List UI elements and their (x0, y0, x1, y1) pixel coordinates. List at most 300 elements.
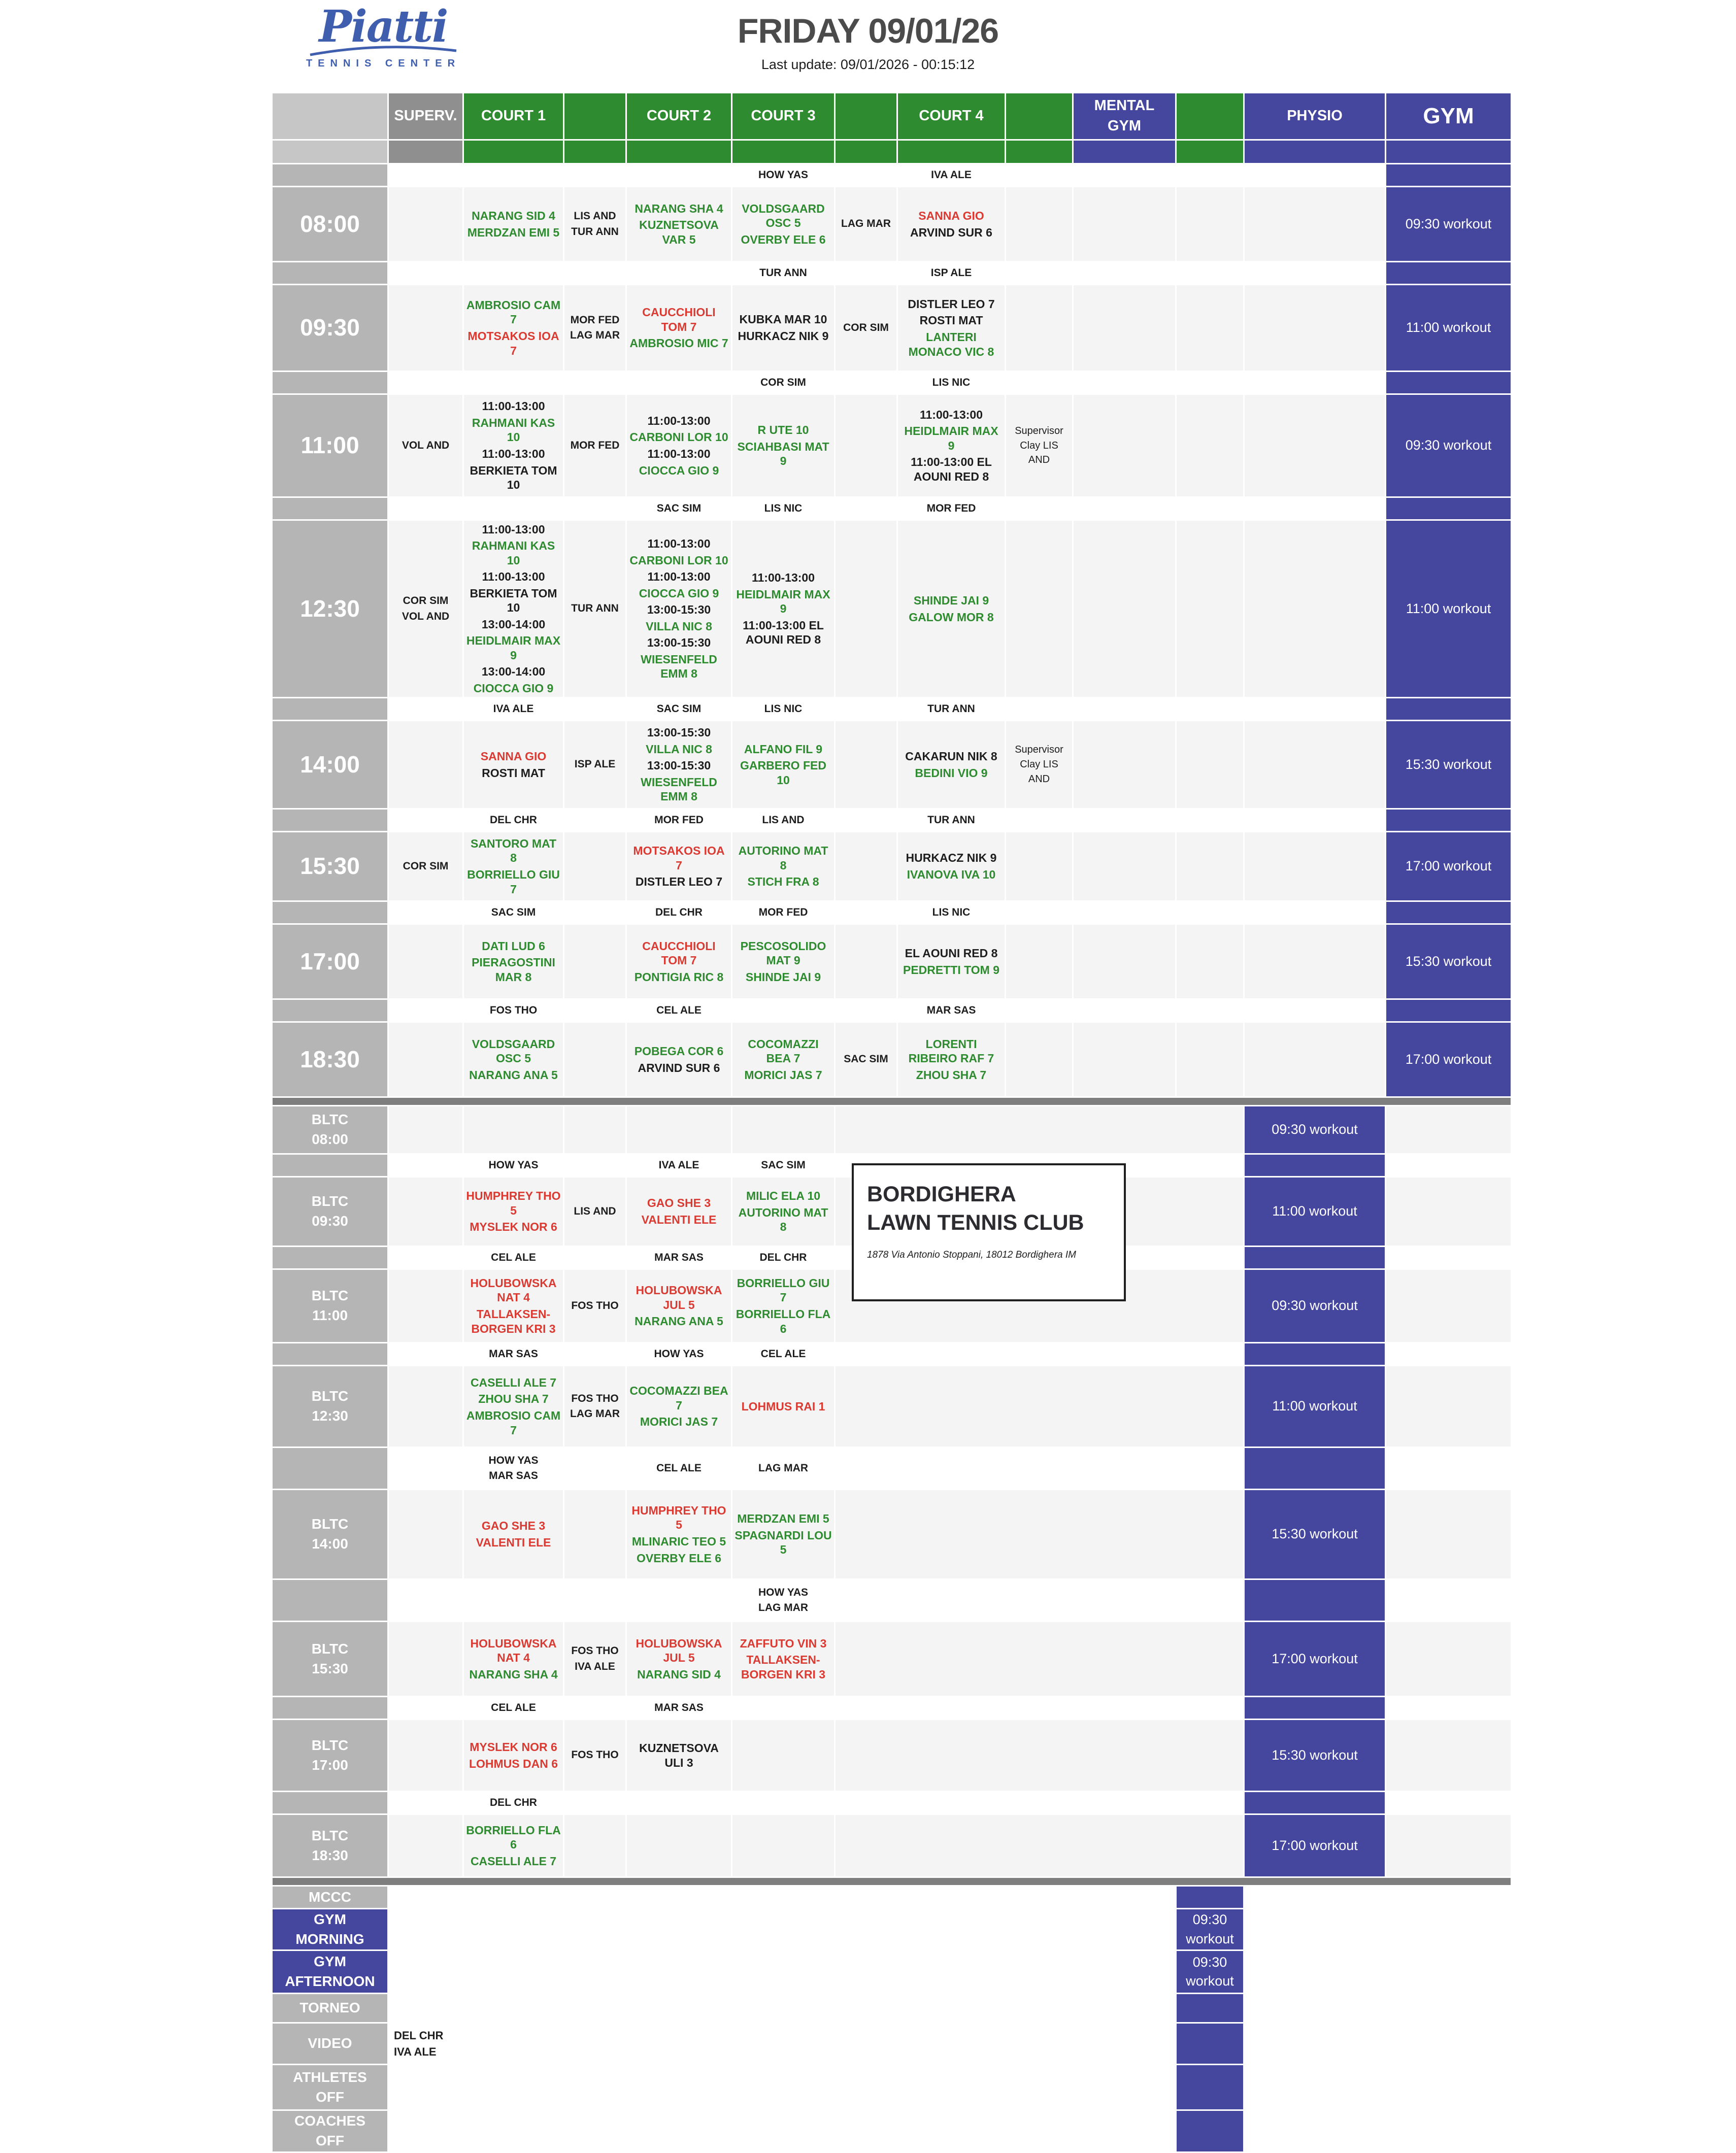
coach-row-1700 (273, 902, 1512, 923)
slot-1230-aux3 (1006, 521, 1072, 697)
entry-text: MOR FED (654, 814, 704, 826)
slot-1700-time (273, 925, 387, 998)
coach-row-0930-court4 (898, 262, 1005, 284)
coach-row-1830-aux2 (836, 1000, 896, 1021)
slot-bltc-1830-court2 (627, 1815, 731, 1876)
slot-bltc-1700-gym (1386, 1720, 1511, 1791)
slot-1700-court2 (627, 925, 731, 998)
slot-1830-aux2 (836, 1023, 896, 1096)
slot-bltc-1230-court1 (464, 1366, 563, 1446)
entry-text: MYSLEK NOR 6 (470, 1740, 557, 1754)
coach-row-0800-aux2 (836, 164, 896, 186)
coach-row-1400-court3 (732, 698, 834, 720)
entry-text: VILLA NIC 8 (646, 619, 712, 633)
slot-1700-court3 (732, 925, 834, 998)
coach-row-1530-aux3 (1006, 810, 1072, 831)
coach-row-bltc-1400 (273, 1448, 1512, 1489)
club-address: 1878 Via Antonio Stoppani, 18012 Bordighera IM (867, 1249, 1076, 1260)
entry-text: CASELLI ALE 7 (470, 1854, 557, 1868)
coach-row-1100-court1 (464, 372, 563, 393)
slot-bltc-1230-physio (1245, 1366, 1385, 1446)
slot-bltc-1400-aux2 (836, 1490, 1243, 1578)
entry-text: CEL ALE (760, 1348, 806, 1360)
entry-text: LIS NIC (764, 702, 803, 715)
slot-1230-court3 (732, 521, 834, 697)
coach-row-bltc-1530-superv (389, 1580, 462, 1621)
coach-row-1830-physio (1245, 1000, 1385, 1021)
entry-text: 11:00-13:00 EL AOUNI RED 8 (911, 455, 992, 483)
entry-text: SPAGNARDI LOU 5 (735, 1528, 832, 1557)
entry-text: LIS AND (574, 1205, 616, 1217)
entry-text: COCOMAZZI BEA 7 (629, 1384, 728, 1412)
coach-row-1100-court3 (732, 372, 834, 393)
coach-row-1230-court3 (732, 498, 834, 519)
row-coaches-off-aux4 (1177, 2111, 1243, 2151)
entry-text: 15:30 workout (1272, 1747, 1358, 1763)
entry-text: AMBROSIO CAM 7 (466, 1409, 561, 1437)
entry-text: BORRIELLO FLA 6 (736, 1307, 831, 1335)
slot-bltc-1400-superv (389, 1490, 462, 1578)
slot-bltc-0800-superv (389, 1106, 462, 1153)
coach-row-1700-court2 (627, 902, 731, 923)
coach-row-1230-aux4 (1177, 498, 1243, 519)
slot-0800-gym (1386, 187, 1511, 261)
coach-row-0800-aux3 (1006, 164, 1072, 186)
entry-text: SAC SIM (761, 1159, 806, 1171)
coach-row-0800-court4 (898, 164, 1005, 186)
coach-row-1530-aux4 (1177, 810, 1243, 831)
slot-1830 (273, 1023, 1512, 1096)
slot-bltc-1100-superv (389, 1270, 462, 1342)
entry-text: DISTLER LEO 7 (908, 297, 995, 311)
coach-row-bltc-1400-court1 (464, 1448, 563, 1489)
slot-bltc-1830-superv (389, 1815, 462, 1876)
slot-1230-aux4 (1177, 521, 1243, 697)
subheader-row-aux4 (1177, 141, 1243, 163)
entry-text: BLTC (311, 1288, 349, 1304)
entry-text: 11:00-13:00 (647, 537, 711, 551)
coach-row-1400-aux2 (836, 698, 896, 720)
coach-row-0800-court1 (464, 164, 563, 186)
entry-text: VALENTI ELE (641, 1213, 717, 1226)
slot-1530-aux2 (836, 832, 896, 900)
slot-1830-gym (1386, 1023, 1511, 1096)
entry-text: EL AOUNI RED 8 (905, 946, 998, 960)
logo-wordmark: Piatti (319, 1, 448, 52)
entry-text: 11:00 workout (1272, 1398, 1357, 1414)
slot-1700-superv (389, 925, 462, 998)
coach-row-1530 (273, 810, 1512, 831)
slot-1400-aux4 (1177, 721, 1243, 808)
coach-row-0930-physio (1245, 262, 1385, 284)
entry-text: CAUCCHIOLI TOM 7 (642, 306, 716, 333)
coach-row-1400-time (273, 698, 387, 720)
entry-text: MAR SAS (654, 1251, 704, 1263)
slot-1100-court4 (898, 395, 1005, 496)
subheader-row-physio (1245, 141, 1385, 163)
slot-1830-physio (1245, 1023, 1385, 1096)
entry-text: LIS AND (574, 210, 616, 222)
coach-row-bltc-1230-court2 (627, 1343, 731, 1365)
entry-text: 09:30 workout (1272, 1298, 1358, 1314)
entry-text: MILIC ELA 10 (746, 1189, 821, 1203)
coach-row-bltc-1230 (273, 1343, 1512, 1365)
subheader-row-gym (1386, 141, 1511, 163)
slot-bltc-1230-court3 (732, 1366, 834, 1446)
entry-text: 11:00-13:00 (751, 571, 815, 585)
entry-text: IVA ALE (575, 1660, 615, 1672)
entry-text: OFF (316, 2133, 344, 2148)
coach-row-bltc-1830-time (273, 1792, 387, 1813)
slot-1100-court3 (732, 395, 834, 496)
entry-text: DEL CHR (655, 906, 703, 918)
coach-row-bltc-1400-aux2 (836, 1448, 1243, 1489)
entry-text: HEIDLMAIR MAX 9 (904, 424, 998, 452)
coach-row-0930 (273, 262, 1512, 284)
coach-row-bltc-1830-superv (389, 1792, 462, 1813)
entry-text: STICH FRA 8 (747, 875, 819, 889)
entry-text: NARANG SID 4 (472, 209, 555, 222)
entry-text: LOHMUS RAI 1 (741, 1399, 825, 1413)
slot-bltc-0930-physio (1245, 1178, 1385, 1246)
coach-row-0800-court2 (627, 164, 731, 186)
coach-row-0930-gym (1386, 262, 1511, 284)
coach-row-1530-aux2 (836, 810, 896, 831)
entry-text: 14:00 (300, 751, 360, 778)
slot-bltc-1830-court1 (464, 1815, 563, 1876)
coach-row-1700-superv (389, 902, 462, 923)
entry-text: 11:00-13:00 (482, 570, 545, 584)
entry-text: SUPERV. (394, 108, 457, 124)
entry-text: 11:00-13:00 (482, 522, 545, 536)
slot-bltc-0930-time (273, 1178, 387, 1246)
entry-text: VALENTI ELE (476, 1536, 551, 1549)
last-update-text: Last update: 09/01/2026 - 00:15:12 (761, 57, 975, 72)
slot-1830-court1 (464, 1023, 563, 1096)
entry-text: NARANG SID 4 (637, 1667, 721, 1681)
coach-row-bltc-1830-court3 (732, 1792, 834, 1813)
entry-text: 09:30 workout (1405, 216, 1492, 231)
coach-row-bltc-0930-time (273, 1155, 387, 1176)
slot-1230 (273, 521, 1512, 697)
slot-1100-mental (1074, 395, 1175, 496)
slot-bltc-1530-time (273, 1622, 387, 1696)
coach-row-1830-court3 (732, 1000, 834, 1021)
entry-text: FOS THO (571, 1645, 619, 1657)
entry-text: ATHLETES (293, 2069, 367, 2085)
slot-1400-court2 (627, 721, 731, 808)
row-gym-afternoon-time (273, 1951, 387, 1993)
entry-text: DEL CHR (490, 1796, 537, 1808)
coach-row-0930-aux3 (1006, 262, 1072, 284)
coach-row-bltc-1700-time (273, 1697, 387, 1719)
entry-text: CIOCCA GIO 9 (639, 586, 719, 600)
row-coaches-off-time (273, 2111, 387, 2151)
row-gym-morning-time (273, 1909, 387, 1949)
entry-text: 17:00 workout (1272, 1837, 1358, 1853)
entry-text: MLINARIC TEO 5 (631, 1535, 726, 1548)
slot-bltc-0800-court1 (464, 1106, 563, 1153)
entry-text: SANTORO MAT 8 (470, 836, 557, 865)
coach-row-bltc-1700-physio (1245, 1697, 1385, 1719)
coach-row-1830-aux4 (1177, 1000, 1243, 1021)
slot-0930-mental (1074, 285, 1175, 371)
row-torneo-time (273, 1994, 387, 2022)
entry-text: 11:00-13:00 EL AOUNI RED 8 (743, 618, 824, 647)
coach-row-1100-court2 (627, 372, 731, 393)
slot-bltc-1230-aux1 (564, 1366, 625, 1446)
entry-text: HUMPHREY THO 5 (466, 1189, 561, 1217)
entry-text: 13:00-15:30 (647, 636, 711, 650)
entry-text: BORRIELLO GIU 7 (467, 868, 560, 896)
coach-row-bltc-1530-court3 (732, 1580, 834, 1621)
subheader-row-time (273, 141, 387, 163)
subheader-row-court2 (627, 141, 731, 163)
entry-text: VOLDSGAARD OSC 5 (472, 1037, 555, 1065)
entry-text: 11:00-13:00 (482, 399, 545, 413)
entry-text: DEL CHR (490, 814, 537, 826)
slot-0930-court3 (732, 285, 834, 371)
coach-row-1830-aux3 (1006, 1000, 1072, 1021)
entry-text: VOL AND (402, 439, 450, 451)
entry-text: ROSTI MAT (482, 766, 545, 780)
slot-1700 (273, 925, 1512, 998)
entry-text: NARANG ANA 5 (469, 1068, 558, 1082)
subheader-row (273, 141, 1512, 163)
slot-1230-court1 (464, 521, 563, 697)
header-row-court3 (732, 93, 834, 139)
separator-top-time (273, 1098, 1511, 1105)
coach-row-bltc-1400-time (273, 1448, 387, 1489)
entry-text: GYM (314, 1954, 346, 1970)
coach-row-0930-aux1 (564, 262, 625, 284)
slot-0800-superv (389, 187, 462, 261)
entry-text: RAHMANI KAS 10 (472, 416, 555, 444)
coach-row-1100-aux4 (1177, 372, 1243, 393)
coach-row-1230-court2 (627, 498, 731, 519)
slot-bltc-1100-court3 (732, 1270, 834, 1342)
coach-row-bltc-1100-court3 (732, 1247, 834, 1268)
slot-0930-aux1 (564, 285, 625, 371)
slot-0930-court4 (898, 285, 1005, 371)
row-gym-morning-aux4 (1177, 1909, 1243, 1949)
slot-bltc-1530-superv (389, 1622, 462, 1696)
coach-row-bltc-1700-gym (1386, 1697, 1511, 1719)
entry-text: 17:00 (312, 1757, 348, 1773)
entry-text: AMBROSIO MIC 7 (629, 337, 728, 350)
entry-text: WIESENFELD EMM 8 (641, 775, 717, 803)
entry-text: 09:30 workout (1405, 438, 1492, 453)
slot-bltc-1830-aux1 (564, 1815, 625, 1876)
row-gym-afternoon (273, 1951, 1512, 1993)
subheader-row-court3 (732, 141, 834, 163)
entry-text: MAR SAS (489, 1348, 538, 1360)
entry-text: 11:00 workout (1406, 320, 1491, 335)
coach-row-0800-superv (389, 164, 462, 186)
slot-0930-gym (1386, 285, 1511, 371)
entry-text: VIDEO (308, 2035, 352, 2051)
coach-row-bltc-1230-gym (1386, 1343, 1511, 1365)
slot-bltc-0800-aux2 (836, 1106, 1243, 1153)
entry-text: SAC SIM (491, 906, 536, 918)
entry-text: 12:30 (300, 595, 360, 622)
entry-text: CEL ALE (491, 1251, 536, 1263)
coach-row-bltc-1700-court2 (627, 1697, 731, 1719)
entry-text: MOR FED (758, 906, 808, 918)
entry-text: ZAFFUTO VIN 3 (740, 1636, 827, 1650)
coach-row-0800-aux4 (1177, 164, 1243, 186)
entry-text: workout (1186, 1973, 1234, 1989)
slot-0930-time (273, 285, 387, 371)
coach-row-1400-aux4 (1177, 698, 1243, 720)
entry-text: 17:00 workout (1405, 1051, 1492, 1067)
entry-text: MOR FED (570, 439, 620, 451)
coach-row-1400-aux3 (1006, 698, 1072, 720)
coach-row-1700-gym (1386, 902, 1511, 923)
slot-bltc-1400 (273, 1490, 1512, 1578)
entry-text: CEL ALE (491, 1701, 536, 1713)
slot-bltc-1100-court1 (464, 1270, 563, 1342)
coach-row-1830-time (273, 1000, 387, 1021)
entry-text: BLTC (311, 1516, 349, 1532)
entry-text: 15:30 workout (1405, 756, 1492, 772)
row-video-physio (1245, 2024, 1511, 2064)
entry-text: HOW YAS (758, 169, 809, 181)
entry-text: BLTC (311, 1388, 349, 1404)
entry-text: PEDRETTI TOM 9 (903, 963, 999, 977)
slot-1700-aux3 (1006, 925, 1072, 998)
entry-text: SCIAHBASI MAT 9 (737, 440, 829, 468)
coach-row-1100-gym (1386, 372, 1511, 393)
coach-row-1100-aux3 (1006, 372, 1072, 393)
slot-bltc-1530-physio (1245, 1622, 1385, 1696)
entry-text: PESCOSOLIDO MAT 9 (740, 939, 826, 967)
entry-text: BLTC (311, 1737, 349, 1753)
slot-1400-aux3 (1006, 721, 1072, 808)
coach-row-1100-court4 (898, 372, 1005, 393)
entry-text: BEDINI VIO 9 (915, 766, 988, 780)
entry-text: MAR SAS (926, 1004, 976, 1016)
header-row-superv (389, 93, 462, 139)
coach-row-0800 (273, 164, 1512, 186)
slot-1830-aux4 (1177, 1023, 1243, 1096)
entry-text: AFTERNOON (285, 1973, 375, 1989)
entry-text: 11:00-13:00 (647, 570, 711, 584)
coach-row-bltc-1400-superv (389, 1448, 462, 1489)
slot-0800-mental (1074, 187, 1175, 261)
slot-bltc-1700 (273, 1720, 1512, 1791)
entry-text: IVA ALE (931, 169, 972, 181)
slot-1230-superv (389, 521, 462, 697)
entry-text: CIOCCA GIO 9 (639, 463, 719, 477)
row-mccc-time (273, 1887, 387, 1908)
entry-text: HUMPHREY THO 5 (631, 1503, 726, 1532)
slot-bltc-1830 (273, 1815, 1512, 1876)
entry-text: ALFANO FIL 9 (744, 742, 823, 756)
entry-text: MYSLEK NOR 6 (470, 1220, 557, 1234)
slot-1830-court3 (732, 1023, 834, 1096)
slot-bltc-1830-aux2 (836, 1815, 1243, 1876)
slot-1700-aux2 (836, 925, 896, 998)
coach-row-1530-gym (1386, 810, 1511, 831)
entry-text: 09:30 workout (1272, 1122, 1358, 1137)
coach-row-1230-gym (1386, 498, 1511, 519)
entry-text: GARBERO FED 10 (740, 759, 826, 787)
entry-text: 09:30 (312, 1213, 348, 1229)
row-coaches-off (273, 2111, 1512, 2151)
slot-bltc-1400-aux1 (564, 1490, 625, 1578)
entry-text: HOLUBOWSKA NAT 4 (470, 1636, 557, 1665)
entry-text: TUR ANN (759, 266, 807, 279)
entry-text: MOTSAKOS IOA 7 (468, 329, 559, 357)
entry-text: COR SIM (403, 595, 449, 607)
entry-text: TUR ANN (571, 225, 619, 238)
coach-row-bltc-1530-time (273, 1580, 387, 1621)
entry-text: MORICI JAS 7 (744, 1068, 822, 1082)
slot-1700-court4 (898, 925, 1005, 998)
entry-text: CEL ALE (656, 1004, 702, 1016)
coach-row-1700-physio (1245, 902, 1385, 923)
row-athletes-off-time (273, 2065, 387, 2109)
slot-1830-mental (1074, 1023, 1175, 1096)
entry-text: MAR SAS (489, 1470, 538, 1482)
slot-1530-court3 (732, 832, 834, 900)
slot-bltc-0930-gym (1386, 1178, 1511, 1246)
coach-row-bltc-1530-physio (1245, 1580, 1385, 1621)
slot-bltc-1230-aux2 (836, 1366, 1243, 1446)
coach-row-1830-court2 (627, 1000, 731, 1021)
slot-bltc-1230-superv (389, 1366, 462, 1446)
slot-1700-aux1 (564, 925, 625, 998)
bordighera-club-card (852, 1163, 1126, 1301)
slot-bltc-1400-court3 (732, 1490, 834, 1578)
entry-text: ZHOU SHA 7 (478, 1392, 549, 1406)
club-name-line2: LAWN TENNIS CLUB (867, 1210, 1084, 1235)
coach-row-bltc-1230-court3 (732, 1343, 834, 1365)
coach-row-bltc-0930-physio (1245, 1155, 1385, 1176)
slot-0930-superv (389, 285, 462, 371)
slot-1530-aux3 (1006, 832, 1072, 900)
row-mccc-physio (1245, 1887, 1511, 1908)
coach-row-1230-court4 (898, 498, 1005, 519)
coach-row-bltc-1700-court1 (464, 1697, 563, 1719)
entry-text: NARANG SHA 4 (635, 201, 723, 215)
slot-1400-time (273, 721, 387, 808)
coach-row-1230-aux1 (564, 498, 625, 519)
coach-row-bltc-1230-aux1 (564, 1343, 625, 1365)
row-mccc-aux4 (1177, 1887, 1243, 1908)
entry-text: R UTE 10 (757, 423, 809, 437)
coach-row-0930-aux2 (836, 262, 896, 284)
coach-row-1400-court1 (464, 698, 563, 720)
slot-0930-court1 (464, 285, 563, 371)
slot-1100-court1 (464, 395, 563, 496)
entry-text: COCOMAZZI BEA 7 (748, 1037, 819, 1065)
coach-row-bltc-0930-superv (389, 1155, 462, 1176)
entry-text: FOS THO (571, 1392, 619, 1404)
coach-row-0800-aux1 (564, 164, 625, 186)
slot-1400-mental (1074, 721, 1175, 808)
entry-text: COACHES (294, 2113, 365, 2129)
slot-0930-aux2 (836, 285, 896, 371)
coach-row-bltc-0930-aux1 (564, 1155, 625, 1176)
coach-row-bltc-1530-gym (1386, 1580, 1511, 1621)
slot-bltc-0800 (273, 1106, 1512, 1153)
entry-text: 17:00 workout (1405, 858, 1492, 874)
coach-row-1700-aux1 (564, 902, 625, 923)
coach-row-bltc-1530-court2 (627, 1580, 731, 1621)
entry-text: PIERAGOSTINI MAR 8 (472, 956, 555, 984)
